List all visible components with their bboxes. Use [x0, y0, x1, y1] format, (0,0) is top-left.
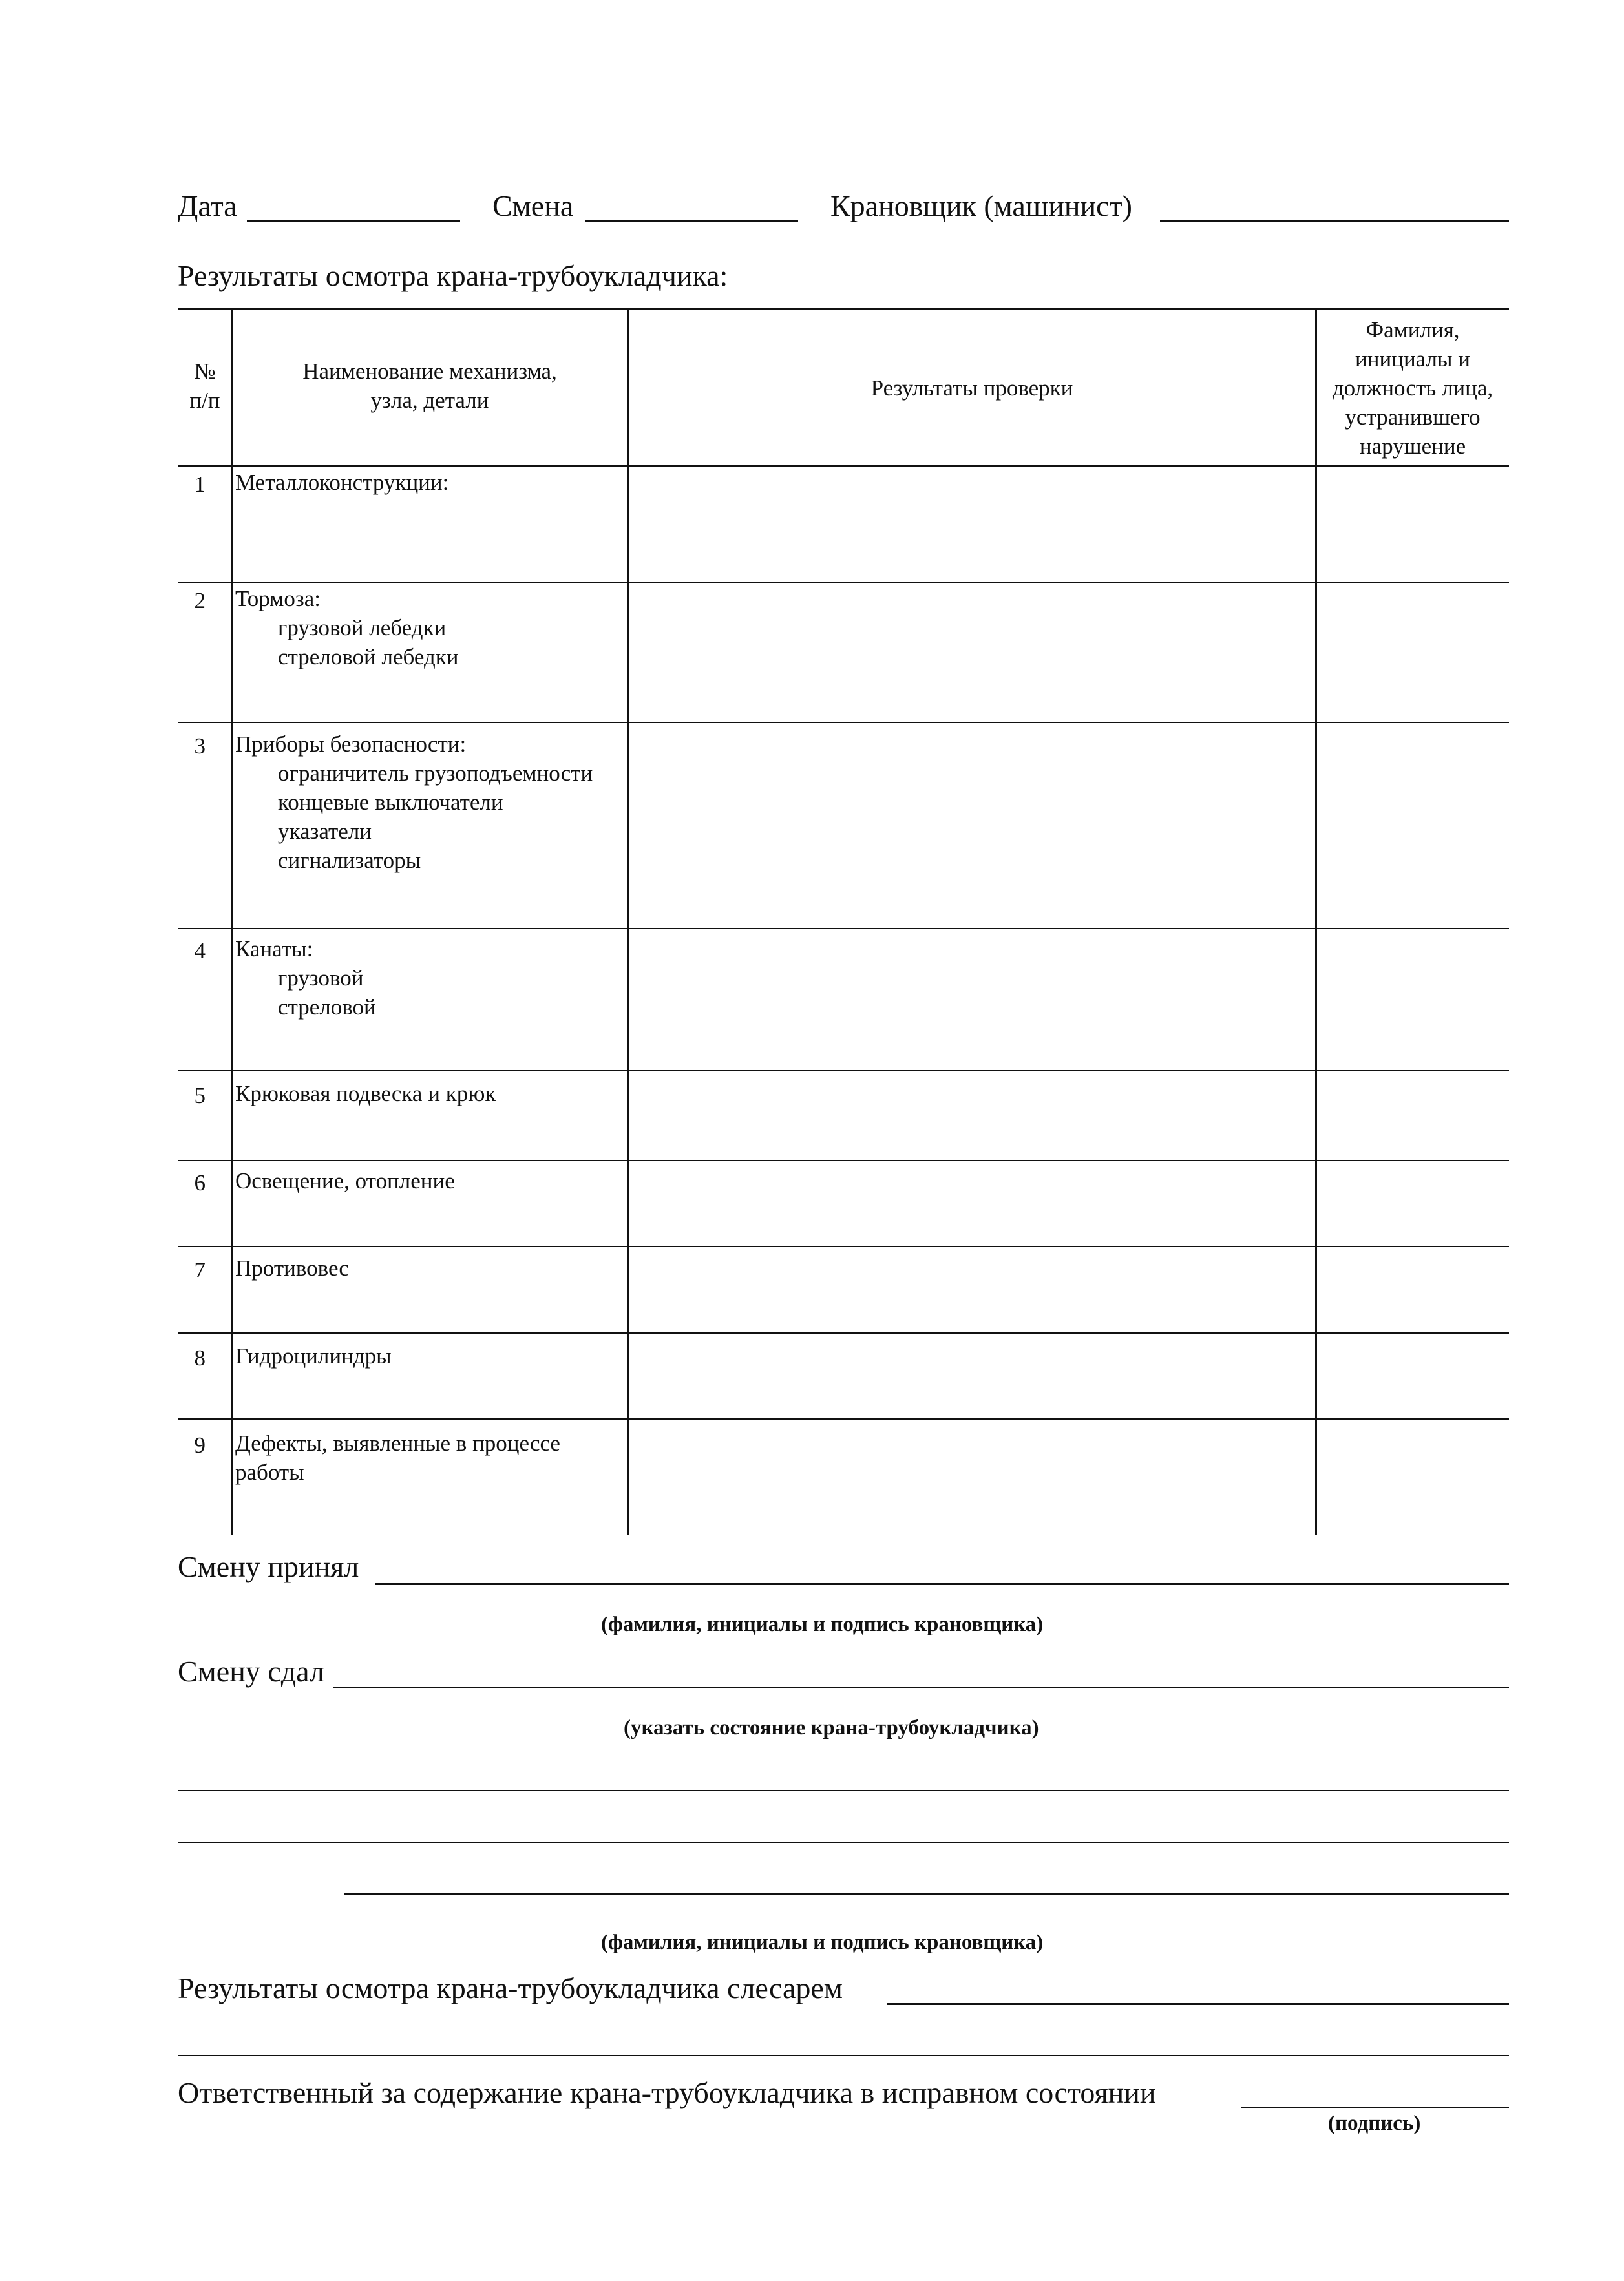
row-number: 9	[194, 1433, 206, 1458]
row-divider	[178, 1160, 1509, 1161]
row-number: 8	[194, 1345, 206, 1371]
row-divider	[178, 1246, 1509, 1247]
row-item-name: Приборы безопасности:	[235, 731, 467, 757]
operator-label: Крановщик (машинист)	[830, 189, 1132, 222]
row-item-name: Гидроцилиндры	[235, 1343, 392, 1369]
header-text: Наименование механизма, узла, детали	[302, 359, 557, 413]
row-number: 7	[194, 1257, 206, 1283]
shift-accepted-label: Смену принял	[178, 1550, 359, 1583]
shift-label: Смена	[492, 189, 574, 222]
table-top-border	[178, 308, 1509, 310]
mechanic-inspection-line-2[interactable]	[178, 2055, 1509, 2056]
row-subitem: грузовой лебедки	[278, 615, 447, 640]
row-item-name: Металлоконструкции:	[235, 470, 449, 495]
row-number: 1	[194, 472, 206, 497]
date-label: Дата	[178, 189, 237, 222]
shift-handed-field[interactable]	[333, 1687, 1509, 1688]
shift-accepted-caption: (фамилия, инициалы и подпись крановщика)	[601, 1613, 1044, 1636]
header-text: Фамилия, инициалы и должность лица, устранившего нарушение	[1332, 317, 1493, 459]
row-divider	[178, 1332, 1509, 1334]
column-divider	[627, 309, 629, 1535]
row-subitem: работы	[235, 1460, 304, 1485]
shift-handed-label: Смену сдал	[178, 1655, 324, 1688]
row-subitem: ограничитель грузоподъемности	[278, 761, 593, 786]
shift-field[interactable]	[585, 220, 798, 222]
row-number: 3	[194, 733, 206, 759]
row-subitem: концевые выключатели	[278, 790, 503, 815]
row-divider	[178, 582, 1509, 583]
row-item-name: Тормоза:	[235, 586, 321, 611]
row-subitem: указатели	[278, 819, 372, 844]
row-item-name: Канаты:	[235, 936, 313, 962]
column-header-number	[180, 357, 230, 415]
condition-line-2[interactable]	[178, 1842, 1509, 1843]
signature-caption: (подпись)	[1328, 2112, 1421, 2135]
mechanic-inspection-field[interactable]	[887, 2003, 1509, 2005]
row-subitem: грузовой	[278, 965, 364, 991]
handed-signature-line[interactable]	[344, 1893, 1509, 1895]
shift-accepted-field[interactable]	[375, 1583, 1509, 1585]
date-field[interactable]	[247, 220, 460, 222]
row-subitem: стреловой лебедки	[278, 644, 459, 669]
row-number: 4	[194, 938, 206, 963]
header-text: № п/п	[189, 359, 220, 413]
responsible-label: Ответственный за содержание крана-трубоукладчика в исправном состоянии	[178, 2076, 1156, 2109]
header-text: Результаты проверки	[870, 375, 1073, 401]
row-item-name: Освещение, отопление	[235, 1168, 455, 1193]
header-bottom-border	[178, 465, 1509, 467]
row-subitem: сигнализаторы	[278, 848, 421, 873]
row-number: 2	[194, 588, 206, 613]
column-divider	[1315, 309, 1317, 1535]
handed-signature-caption: (фамилия, инициалы и подпись крановщика)	[601, 1931, 1044, 1954]
row-divider	[178, 1418, 1509, 1420]
operator-field[interactable]	[1160, 220, 1509, 222]
inspection-title: Результаты осмотра крана-трубоукладчика:	[178, 259, 728, 292]
row-divider	[178, 1070, 1509, 1071]
row-subitem: стреловой	[278, 994, 376, 1020]
row-item-name: Крюковая подвеска и крюк	[235, 1081, 496, 1106]
row-number: 6	[194, 1170, 206, 1195]
row-divider	[178, 928, 1509, 929]
row-divider	[178, 722, 1509, 723]
column-header-results	[629, 373, 1314, 403]
shift-handed-caption: (указать состояние крана-трубоукладчика)	[624, 1716, 1039, 1740]
column-header-name	[234, 357, 626, 415]
row-item-name: Противовес	[235, 1256, 349, 1281]
column-divider	[231, 309, 233, 1535]
responsible-signature-field[interactable]	[1241, 2107, 1509, 2108]
row-number: 5	[194, 1083, 206, 1108]
row-item-name: Дефекты, выявленные в процессе	[235, 1431, 560, 1456]
condition-line-1[interactable]	[178, 1790, 1509, 1791]
mechanic-inspection-label: Результаты осмотра крана-трубоукладчика слесарем	[178, 1971, 843, 2004]
column-header-responsible	[1318, 315, 1507, 461]
